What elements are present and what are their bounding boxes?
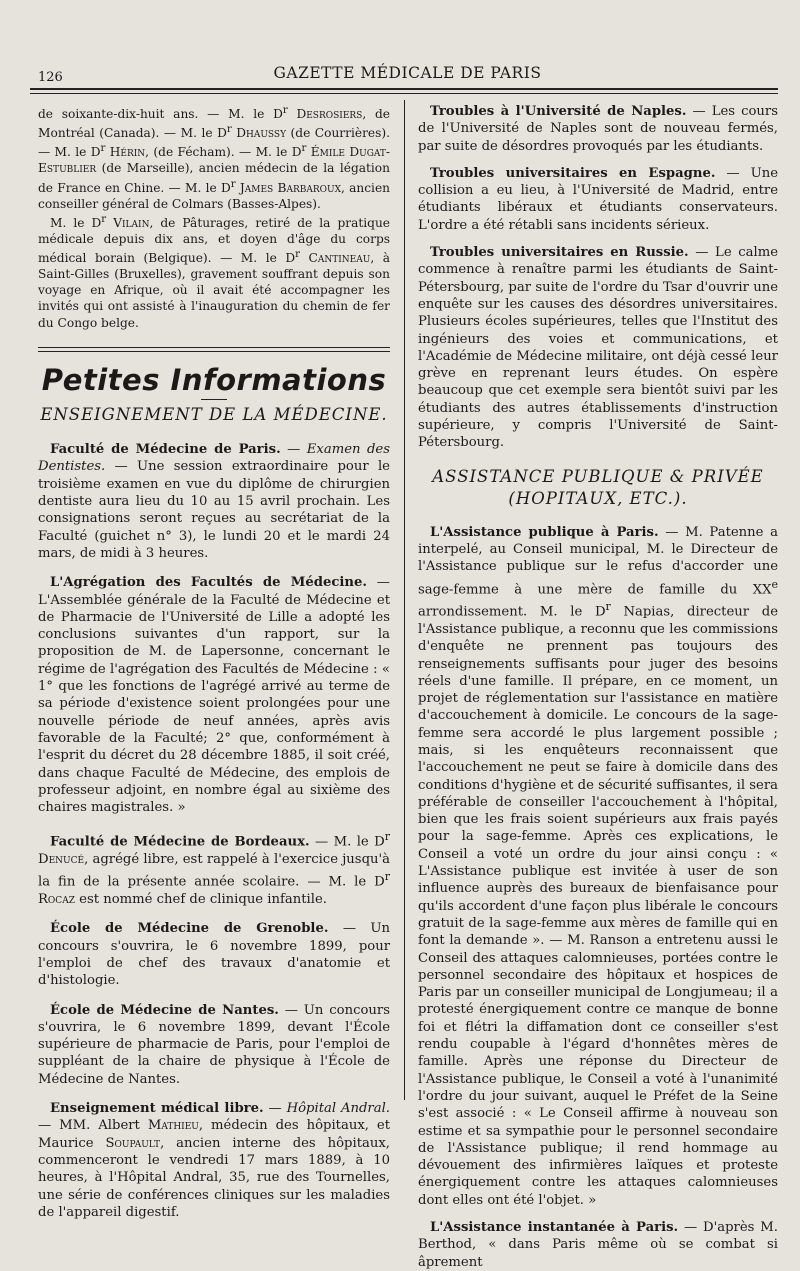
- article-ecole-nantes: École de Médecine de Nantes. — Un concours s'ouvrira, le 6 novembre 1899, devant l'École supérieure de pharmacie de Paris, pour l'emploi de suppléant de la chaire de physique à l'École de Médecine de Nantes.: [38, 1002, 390, 1087]
- page-header: [30, 62, 785, 88]
- header-rule-thin: [30, 93, 778, 94]
- article-troubles-espagne: Troubles universitaires en Espagne. — Une collision a eu lieu, à l'Université de Madrid, entre étudiants libéraux et étudiants conservateurs. L'ordre a été rétabli sans incidents sérieux.: [418, 165, 779, 233]
- article-troubles-russie: Troubles universitaires en Russie. — Le calme commence à renaître parmi les étudiants de Saint-Pétersbourg, par suite de l'ordre du Tsar d'ouvrir une enquête sur les causes des désordres universitaires. Plusieurs écoles supérieures, telles que l'Institut des ingénieurs des voies et communications, et l'Académie de Médecine militaire, ont déjà cessé leur grève en reprenant leurs études. On espère beaucoup que cet exemple sera bientôt suivi par les étudiants des autres établissements d'instruction supérieure, y compris l'Université de Saint-Pétersbourg.: [418, 245, 778, 451]
- section-subtitle: ENSEIGNEMENT DE LA MÉDECINE.: [40, 404, 388, 424]
- title-rule: [201, 399, 227, 400]
- section-title: Petites Informations: [41, 362, 387, 397]
- section-assistance-heading: [418, 466, 778, 510]
- section-assistance-line-1: ASSISTANCE PUBLIQUE & PRIVÉE: [432, 466, 764, 486]
- article-enseignement-libre: Enseignement médical libre. — Hôpital Andral. — MM. Albert Mathieu, médecin des hôpitaux, et Maurice Soupault, ancien interne des hôpitaux, commenceront le vendredi 17 mars 1889, à 10 heures, à l'Hôpital Andral, 35, rue des Tournelles, une série de conférences cliniques sur les maladies de l'appareil digestif.: [38, 1101, 390, 1220]
- journal-title: GAZETTE MÉDICALE DE PARIS: [273, 64, 542, 82]
- article-faculte-bordeaux: Faculté de Médecine de Bordeaux. — M. le $D^r$ Denucé, agrégé libre, est rappelé à l'exercice jusqu'à la fin de la présente année scolaire. — M. le $D^r$ Rocaz est nommé chef de clinique infantile.: [38, 830, 391, 908]
- section-assistance-line-2: (HOPITAUX, ETC.).: [508, 488, 688, 508]
- left-column: [38, 103, 390, 1221]
- article-assistance-paris: L'Assistance publique à Paris. — M. Patenne a interpelé, au Conseil municipal, M. le Directeur de l'Assistance publique sur le refus d'accorder une sage-femme à une mère de famille du XXe arrondissement. M. le $D^r$ Napias, directeur de l'Assistance publique, a reconnu que les commissions d'enquête ne prennent pas toujours des renseignements suffisants pour juger des besoins réels d'une famille. Il prépare, en ce moment, un projet de réglementation sur l'assistance en matière d'accouchement à domicile. Le concours de la sage-femme sera accordé le plus largement possible ; mais, si les enquêteurs reconnaissent que l'accouchement ne peut se faire à domicile dans des conditions d'hygiène et de sécurité suffisantes, il sera préférable de conseiller l'accouchement à l'hôpital, bien que les frais soient supérieurs aux frais payés pour la sage-femme. Après ces explications, le Conseil a voté un ordre du jour ainsi conçu : « L'Assistance publique est invitée à user de son influence auprès des bureaux de bienfaisance pour qu'ils accordent d'une façon plus libérale le concours gratuit de la sage-femme aux mères de famille qui en font la demande ». — M. Ranson a entretenu aussi le Conseil des attaques calomnieuses, portées contre le personnel secondaire des hôpitaux et hospices de Paris par un conseiller municipal de Longjumeau; il a protesté énergiquement contre ce manque de bonne foi et flétri la diffamation dont ce conseiller s'est rendu coupable à l'égard d'honnêtes mères de famille. Après une réponse du Directeur de l'Assistance publique, le Conseil a voté à l'unanimité l'ordre du jour suivant, auquel le Préfet de la Seine s'est associé : « Le Conseil affirme à nouveau son estime et sa sympathie pour le personnel secondaire de l'Assistance publique; il rend hommage au dévouement des infirmières laïques et proteste énergiquement contre les attaques calomnieuses dont elles ont été l'objet. »: [418, 524, 778, 1208]
- page-number: 126: [38, 70, 63, 85]
- article-faculte-paris: Faculté de Médecine de Paris. — Examen des Dentistes. — Une session extraordinaire pour le troisième examen en vue du diplôme de chirurgien dentiste aura lieu du 10 au 15 avril prochain. Les consignations seront reçues au secrétariat de la Faculté (guichet n° 3), le lundi 20 et le mardi 24 mars, de midi à 3 heures.: [38, 442, 391, 561]
- obituary-paragraph-1: de soixante-dix-huit ans. — M. le $D^r$ Desrosiers, de Montréal (Canada). — M. le $D^r$ Dhaussy (de Courrières). — M. le $D^r$ Hérin, (de Fécham). — M. le $D^r$ Émile Dugat-Estublier (de Marseille), ancien médecin de la légation de France en Chine. — M. le $D^r$ James Barbaroux, ancien conseiller général de Colmars (Basses-Alpes).: [38, 105, 391, 211]
- article-assistance-instantanee: L'Assistance instantanée à Paris. — D'après M. Berthod, « dans Paris même où se combat si âprement: [418, 1220, 778, 1270]
- obituary-paragraph-2: M. le $D^r$ Vilain, de Pâturages, retiré de la pratique médicale depuis dix ans, et doyen d'âge du corps médical borain (Belgique). — M. le $D^r$ Cantineau, à Saint-Gilles (Bruxelles), gravement souffrant depuis son voyage en Afrique, où il avait été accompagner les invités qui ont assisté à l'inauguration du chemin de fer du Congo belge.: [38, 213, 391, 330]
- section-separator: [38, 347, 390, 352]
- column-divider: [404, 100, 405, 1100]
- header-rule: [30, 88, 778, 90]
- article-ecole-grenoble: École de Médecine de Grenoble. — Un concours s'ouvrira, le 6 novembre 1899, pour l'emploi de chef des travaux d'anatomie et d'histologie.: [38, 921, 390, 989]
- article-troubles-naples: Troubles à l'Université de Naples. — Les cours de l'Université de Naples sont de nouveau fermés, par suite de désordres provoqués par les étudiants.: [418, 104, 778, 154]
- article-agregation: L'Agrégation des Facultés de Médecine. — L'Assemblée générale de la Faculté de Médecine et de Pharmacie de l'Université de Lille a adopté les conclusions suivantes d'un rapport, sur la proposition de M. de Lapersonne, concernant le régime de l'agrégation des Facultés de Médecine : « 1° que les fonctions de l'agrégé arrivé au terme de sa période d'existence soient prolongées pour une nouvelle période de neuf années, après avis favorable de la Faculté; 2° que, conformément à l'esprit du décret du 28 décembre 1885, il soit créé, dans chaque Faculté de Médecine, des emplois de professeur adjoint, en nombre égal au sixième des chaires magistrales. »: [38, 575, 390, 816]
- right-column: [418, 103, 778, 1271]
